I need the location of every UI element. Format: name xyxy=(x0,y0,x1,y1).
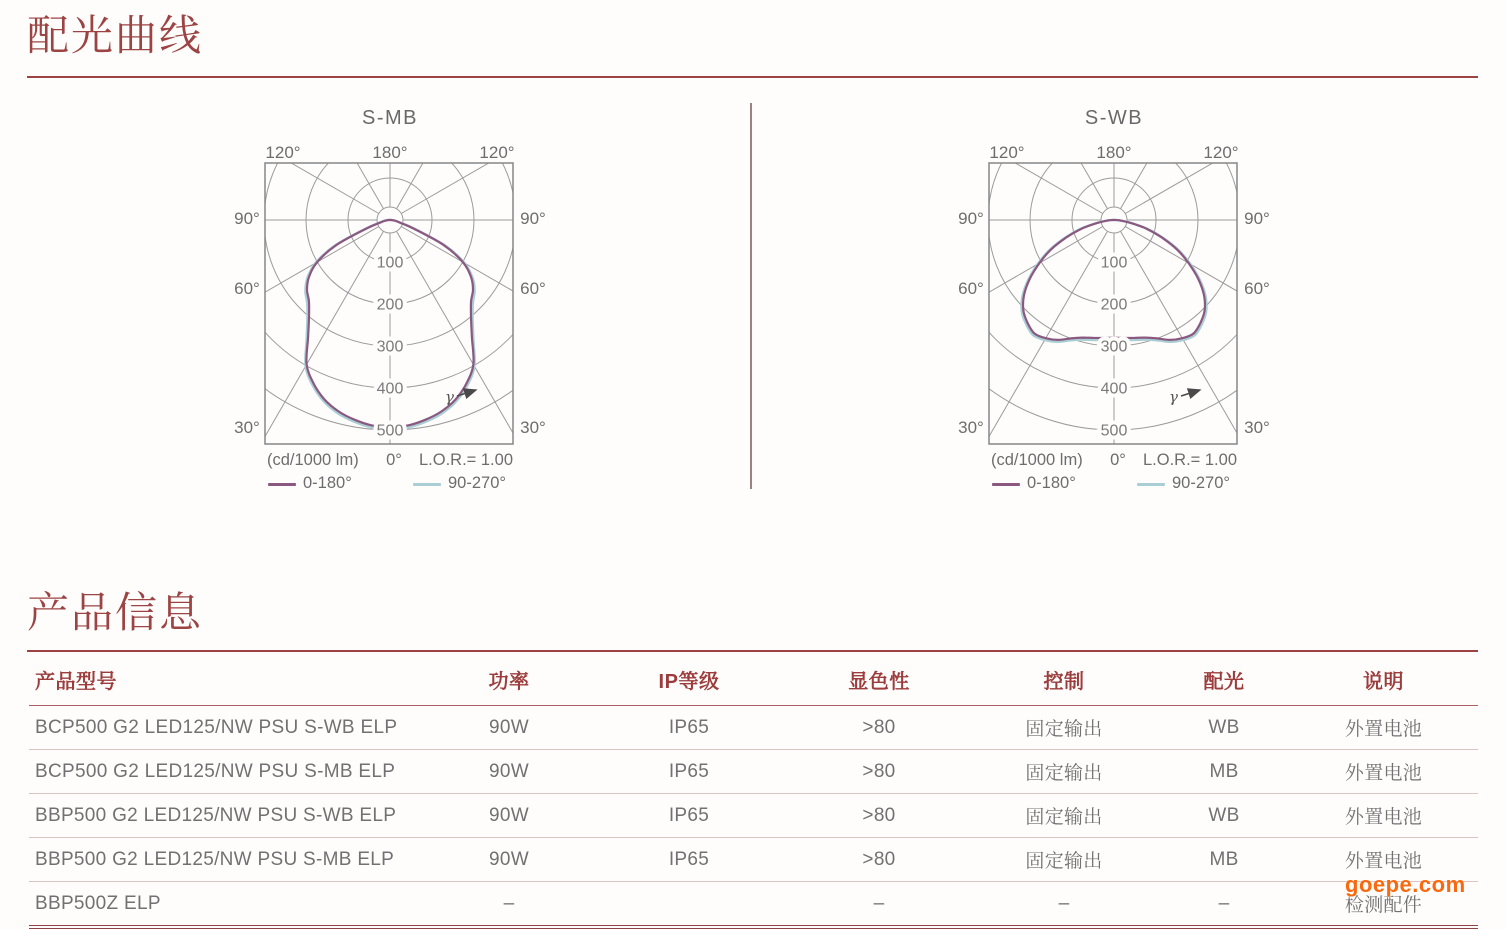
table-cell: IP65 xyxy=(589,838,789,882)
table-cell: 固定输出 xyxy=(969,794,1159,838)
table-cell: – xyxy=(969,882,1159,928)
gamma-symbol: γ xyxy=(1169,388,1178,406)
table-row xyxy=(29,838,1478,882)
angle-tick-30-left: 30° xyxy=(958,418,984,437)
chart-legend xyxy=(992,474,1292,496)
table-cell: 90W xyxy=(429,838,589,882)
col-header-cri: 显色性 xyxy=(789,653,969,706)
lor-label: L.O.R.= 1.00 xyxy=(418,451,513,469)
table-row xyxy=(29,750,1478,794)
angle-tick-60-left: 60° xyxy=(234,279,260,298)
divider-line xyxy=(750,103,752,489)
polar-grid-spoke xyxy=(143,227,379,421)
table-cell: 固定输出 xyxy=(969,750,1159,794)
col-header-model: 产品型号 xyxy=(29,653,429,706)
chart-legend xyxy=(268,474,568,496)
legend-swatch-90-270 xyxy=(1137,483,1165,486)
table-cell: BBP500 G2 LED125/NW PSU S-WB ELP xyxy=(29,794,429,838)
angle-tick-60-right: 60° xyxy=(520,279,546,298)
angle-tick-60-left: 60° xyxy=(958,279,984,298)
zero-degree-label: 0° xyxy=(386,451,402,469)
section-title-distribution: 配光曲线 xyxy=(27,12,204,59)
table-cell: 外置电池 xyxy=(1289,794,1478,838)
legend-label-0-180: 0-180° xyxy=(1027,474,1076,492)
table-cell: BCP500 G2 LED125/NW PSU S-WB ELP xyxy=(29,706,429,750)
col-header-note: 说明 xyxy=(1289,653,1478,706)
polar-grid-spoke xyxy=(143,100,379,214)
table-row xyxy=(29,882,1478,928)
table-cell: IP65 xyxy=(589,794,789,838)
legend-label-0-180: 0-180° xyxy=(303,474,352,492)
table-cell: IP65 xyxy=(589,706,789,750)
col-header-ip: IP等级 xyxy=(589,653,789,706)
unit-label: (cd/1000 lm) xyxy=(267,451,359,469)
watermark: goepe.com xyxy=(1345,872,1466,897)
section-rule-top xyxy=(27,76,1478,78)
radial-tick-label: 300 xyxy=(376,338,404,356)
angle-tick-120-left: 120° xyxy=(265,143,301,162)
zero-degree-label: 0° xyxy=(1110,451,1126,469)
radial-tick-label: 300 xyxy=(1100,338,1128,356)
chart-s-wb xyxy=(867,100,1361,495)
table-header-row xyxy=(29,653,1478,706)
table-cell: 外置电池 xyxy=(1289,750,1478,794)
table-cell: – xyxy=(429,882,589,928)
table-cell: BBP500 G2 LED125/NW PSU S-MB ELP xyxy=(29,838,429,882)
radial-tick-label: 200 xyxy=(1100,296,1128,314)
table-cell: WB xyxy=(1159,794,1289,838)
product-table xyxy=(29,653,1478,929)
legend-swatch-90-270 xyxy=(413,483,441,486)
angle-tick-30-right: 30° xyxy=(520,418,546,437)
polar-grid-spoke xyxy=(397,100,591,209)
polar-grid-spoke xyxy=(867,100,1103,214)
col-header-control: 控制 xyxy=(969,653,1159,706)
angle-tick-90-left: 90° xyxy=(958,209,984,228)
chart-title: S-MB xyxy=(362,107,418,129)
polar-grid-spoke xyxy=(401,227,637,421)
angle-tick-90-right: 90° xyxy=(520,209,546,228)
gamma-symbol: γ xyxy=(445,388,454,406)
polar-diagram-svg xyxy=(867,100,1361,495)
legend-label-90-270: 90-270° xyxy=(448,474,506,492)
table-cell: MB xyxy=(1159,750,1289,794)
table-cell: BCP500 G2 LED125/NW PSU S-MB ELP xyxy=(29,750,429,794)
table-cell: 90W xyxy=(429,706,589,750)
table-cell: – xyxy=(1159,882,1289,928)
angle-tick-120-left: 120° xyxy=(989,143,1025,162)
col-header-beam: 配光 xyxy=(1159,653,1289,706)
angle-tick-180: 180° xyxy=(1096,143,1132,162)
radial-tick-label: 200 xyxy=(376,296,404,314)
legend-swatch-0-180 xyxy=(992,483,1020,486)
angle-tick-60-right: 60° xyxy=(1244,279,1270,298)
polar-grid-spoke xyxy=(1125,227,1361,421)
table-row xyxy=(29,706,1478,750)
table-cell: BBP500Z ELP xyxy=(29,882,429,928)
polar-grid-spoke xyxy=(914,100,1108,209)
polar-grid-spoke xyxy=(1121,100,1315,209)
table-cell: 90W xyxy=(429,750,589,794)
angle-tick-90-right: 90° xyxy=(1244,209,1270,228)
chart-title: S-WB xyxy=(1084,107,1144,129)
table-cell: – xyxy=(789,882,969,928)
table-row xyxy=(29,794,1478,838)
angle-tick-30-right: 30° xyxy=(1244,418,1270,437)
col-header-power: 功率 xyxy=(429,653,589,706)
unit-label: (cd/1000 lm) xyxy=(991,451,1083,469)
section-rule-bottom xyxy=(27,650,1478,652)
polar-grid-spoke xyxy=(190,100,384,209)
polar-grid-spoke xyxy=(401,100,637,214)
angle-tick-120-right: 120° xyxy=(479,143,515,162)
polar-grid-spoke xyxy=(1125,100,1361,214)
charts-area xyxy=(0,100,1506,500)
table-cell: >80 xyxy=(789,750,969,794)
table-cell: MB xyxy=(1159,838,1289,882)
table-cell: >80 xyxy=(789,706,969,750)
polar-grid-spoke xyxy=(867,227,1103,421)
angle-tick-120-right: 120° xyxy=(1203,143,1239,162)
table-cell: 外置电池 xyxy=(1289,706,1478,750)
radial-tick-label: 500 xyxy=(1100,422,1128,440)
polar-diagram-svg xyxy=(143,100,637,495)
table-cell: 检测配件 xyxy=(1289,882,1478,928)
radial-tick-label: 400 xyxy=(1100,380,1128,398)
gamma-arrow-icon xyxy=(1181,390,1200,396)
radial-tick-label: 500 xyxy=(376,422,404,440)
chart-s-mb xyxy=(143,100,637,495)
table-cell: >80 xyxy=(789,794,969,838)
table-cell: IP65 xyxy=(589,750,789,794)
table-cell xyxy=(589,882,789,928)
table-body xyxy=(29,706,1478,928)
legend-label-90-270: 90-270° xyxy=(1172,474,1230,492)
table-cell: 90W xyxy=(429,794,589,838)
legend-swatch-0-180 xyxy=(268,483,296,486)
radial-tick-label: 100 xyxy=(376,254,404,272)
radial-tick-label: 100 xyxy=(1100,254,1128,272)
table-cell: 外置电池 xyxy=(1289,838,1478,882)
table-cell: >80 xyxy=(789,838,969,882)
angle-tick-90-left: 90° xyxy=(234,209,260,228)
table-cell: 固定输出 xyxy=(969,838,1159,882)
section-title-product-info: 产品信息 xyxy=(27,589,204,636)
angle-tick-30-left: 30° xyxy=(234,418,260,437)
table-cell: WB xyxy=(1159,706,1289,750)
table-cell: 固定输出 xyxy=(969,706,1159,750)
lor-label: L.O.R.= 1.00 xyxy=(1142,451,1237,469)
angle-tick-180: 180° xyxy=(372,143,408,162)
radial-tick-label: 400 xyxy=(376,380,404,398)
